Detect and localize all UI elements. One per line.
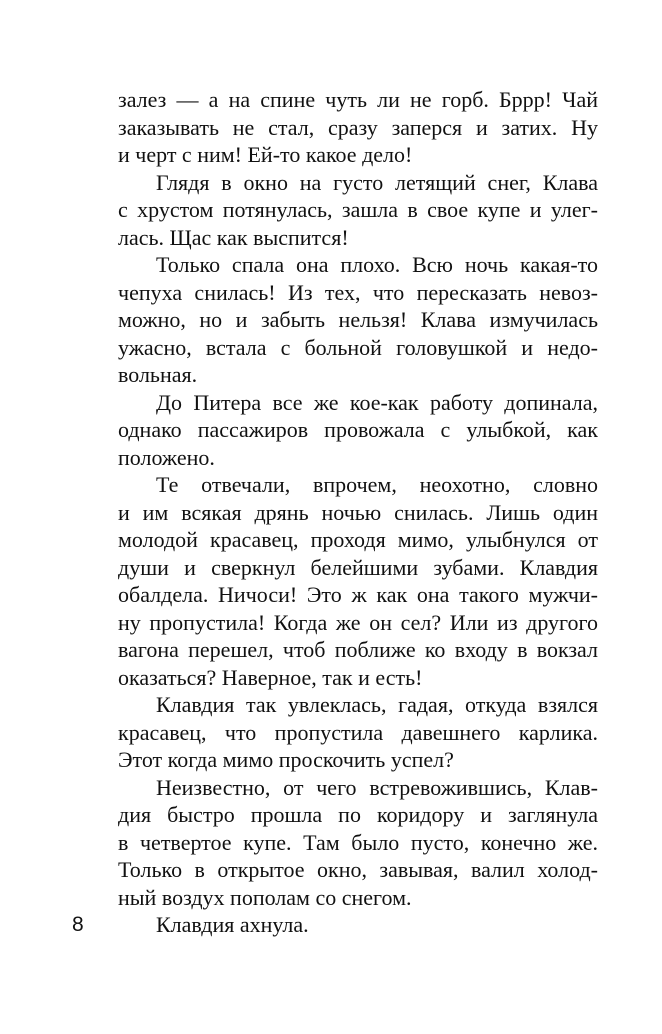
text-line: положено. [118, 444, 215, 470]
text-line: Только в открытое окно, завывая, валил холод- [118, 857, 598, 882]
text-line: можно, но и забыть нельзя! Клава измучилась [118, 307, 598, 332]
text-line: Те отвечали, впрочем, неохотно, словно [156, 472, 598, 497]
paragraph-1 [118, 86, 598, 169]
text-line: лась. Щас как выспится! [118, 224, 349, 250]
text-line: ный воздух пополам со снегом. [118, 884, 412, 910]
text-line: оказаться? Наверное, так и есть! [118, 664, 423, 690]
text-line: залез — а на спине чуть ли не горб. Бррр! Чай [118, 87, 598, 112]
text-line: Клавдия так увлеклась, гадая, откуда взялся [156, 692, 598, 717]
text-line: красавец, что пропустила давешнего карлика. [118, 719, 598, 745]
text-line: и им всякая дрянь ночью снилась. Лишь один [118, 499, 598, 525]
paragraph-6 [118, 691, 598, 774]
text-line: Только спала она плохо. Всю ночь какая-то [156, 252, 598, 277]
text-line: дия быстро прошла по коридору и заглянула [118, 802, 598, 827]
text-line: До Питера все же кое-как работу допинала, [156, 389, 598, 415]
text-line: и черт с ним! Ей-то какое дело! [118, 142, 413, 167]
text-line: чепуха снилась! Из тех, что пересказать невоз- [118, 279, 598, 305]
text-line: обалдела. Ничоси! Это ж как она такого мужчи- [118, 582, 598, 607]
text-line: с хрустом потянулась, зашла в свое купе и улег- [118, 197, 598, 222]
page-number: 8 [72, 913, 84, 936]
body-text [118, 86, 598, 939]
paragraph-4 [118, 389, 598, 472]
text-line: вагона перешел, чтоб поближе ко входу в вокзал [118, 637, 598, 662]
paragraph-3 [118, 251, 598, 389]
text-line: молодой красавец, проходя мимо, улыбнулся от [118, 527, 598, 552]
text-line: вольная. [118, 362, 198, 387]
paragraph-8 [118, 911, 598, 939]
paragraph-5 [118, 471, 598, 691]
text-line: Клавдия ахнула. [156, 912, 309, 937]
text-line: в четвертое купе. Там было пусто, конечно же. [118, 829, 598, 855]
paragraph-2 [118, 169, 598, 252]
text-line: Этот когда мимо проскочить успел? [118, 747, 454, 772]
text-line: ну пропустила! Когда же он сел? Или из другого [118, 609, 598, 635]
paragraph-7 [118, 774, 598, 912]
text-line: Неизвестно, от чего встревожившись, Клав- [156, 774, 598, 800]
text-line: ужасно, встала с больной головушкой и недо- [118, 334, 598, 360]
text-line: души и сверкнул белейшими зубами. Клавдия [118, 554, 598, 580]
text-line: Глядя в окно на густо летящий снег, Клава [156, 169, 598, 195]
text-line: заказывать не стал, сразу заперся и затих. Ну [118, 114, 598, 140]
text-line: однако пассажиров провожала с улыбкой, как [118, 417, 598, 442]
